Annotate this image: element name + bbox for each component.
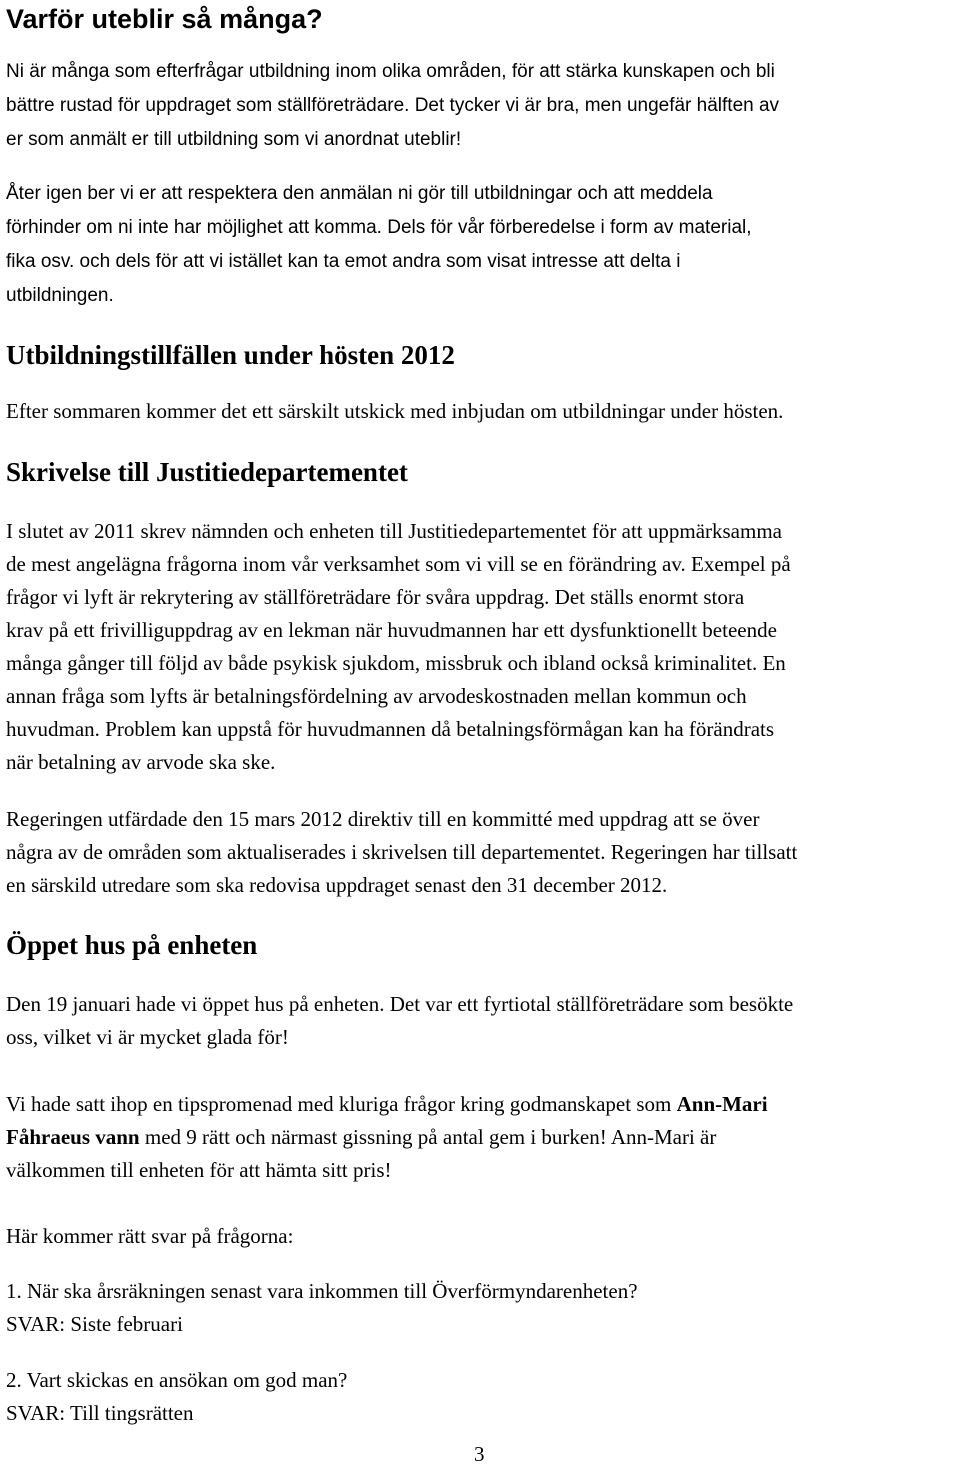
text-line: krav på ett frivilliguppdrag av en lekman när huvudmannen har ett dysfunktionellt beteende <box>6 618 777 642</box>
text-line <box>6 1088 958 1121</box>
heading-training-autumn: Utbildningstillfällen under hösten 2012 <box>6 340 455 370</box>
text-line: fika osv. och dels för att vi istället kan ta emot andra som visat intresse att delta i <box>6 251 681 272</box>
paragraph-open-house <box>6 988 958 1054</box>
heading-why-absent: Varför uteblir så många? <box>6 4 323 34</box>
paragraph-absent-request <box>6 177 958 313</box>
text-line: när betalning av arvode ska ske. <box>6 750 276 774</box>
heading-open-house: Öppet hus på enheten <box>6 930 258 960</box>
text-line: bättre rustad för uppdraget som ställföreträdare. Det tycker vi är bra, men ungefär hälften av <box>6 95 780 116</box>
text-line: er som anmält er till utbildning som vi anordnat uteblir! <box>6 129 462 150</box>
paragraph-letter-content <box>6 515 958 779</box>
text-line: välkommen till enheten för att hämta sitt pris! <box>6 1158 392 1182</box>
qa-item-2 <box>6 1364 958 1430</box>
heading-justice-letter: Skrivelse till Justitiedepartementet <box>6 457 408 487</box>
qa-item-1 <box>6 1275 958 1341</box>
page-number: 3 <box>474 1442 485 1466</box>
text-line: de mest angelägna frågorna inom vår verksamhet som vi vill se en förändring av. Exempel på <box>6 552 791 576</box>
question-text: 2. Vart skickas en ansökan om god man? <box>6 1368 348 1392</box>
text-line: oss, vilket vi är mycket glada för! <box>6 1025 289 1049</box>
text-line: Den 19 januari hade vi öppet hus på enheten. Det var ett fyrtiotal ställföreträdare som besökte <box>6 992 794 1016</box>
text-line: en särskild utredare som ska redovisa uppdraget senast den 31 december 2012. <box>6 873 668 897</box>
winner-name-part2: Fåhraeus vann <box>6 1125 140 1149</box>
text-line: frågor vi lyft är rekrytering av ställföreträdare för svåra uppdrag. Det ställs enormt stora <box>6 585 745 609</box>
text-line: I slutet av 2011 skrev nämnden och enheten till Justitiedepartementet för att uppmärksamma <box>6 519 782 543</box>
text-line: Efter sommaren kommer det ett särskilt utskick med inbjudan om utbildningar under hösten. <box>6 399 784 423</box>
winner-name-part1: Ann-Mari <box>676 1092 768 1116</box>
text-line: Regeringen utfärdade den 15 mars 2012 direktiv till en kommitté med uppdrag att se över <box>6 807 760 831</box>
answer-text: SVAR: Till tingsrätten <box>6 1401 194 1425</box>
paragraph-absent-intro <box>6 55 958 157</box>
text-line: Ni är många som efterfrågar utbildning inom olika områden, för att stärka kunskapen och bli <box>6 61 775 82</box>
paragraph-training <box>6 395 958 428</box>
answer-text: SVAR: Siste februari <box>6 1312 183 1336</box>
paragraph-government-directive <box>6 803 958 902</box>
text-line: några av de områden som aktualiserades i skrivelsen till departementet. Regeringen har tillsatt <box>6 840 798 864</box>
text-line: förhinder om ni inte har möjlighet att komma. Dels för vår förberedelse i form av material, <box>6 217 752 238</box>
question-text: 1. När ska årsräkningen senast vara inkommen till Överförmyndarenheten? <box>6 1279 638 1303</box>
answers-intro <box>6 1220 958 1253</box>
text-run: Vi hade satt ihop en tipspromenad med kluriga frågor kring godmanskapet som <box>6 1092 677 1116</box>
text-line: huvudman. Problem kan uppstå för huvudmannen då betalningsförmågan kan ha förändrats <box>6 717 775 741</box>
text-line: många gånger till följd av både psykisk sjukdom, missbruk och ibland också kriminalitet. En <box>6 651 786 675</box>
text-line: utbildningen. <box>6 285 114 306</box>
paragraph-quiz-winner <box>6 1088 958 1187</box>
text-run: med 9 rätt och närmast gissning på antal gem i burken! Ann-Mari är <box>139 1125 717 1149</box>
text-line: Här kommer rätt svar på frågorna: <box>6 1224 294 1248</box>
text-line <box>6 1121 958 1154</box>
text-line: Åter igen ber vi er att respektera den anmälan ni gör till utbildningar och att meddela <box>6 183 713 204</box>
text-line: annan fråga som lyfts är betalningsfördelning av arvodeskostnaden mellan kommun och <box>6 684 747 708</box>
